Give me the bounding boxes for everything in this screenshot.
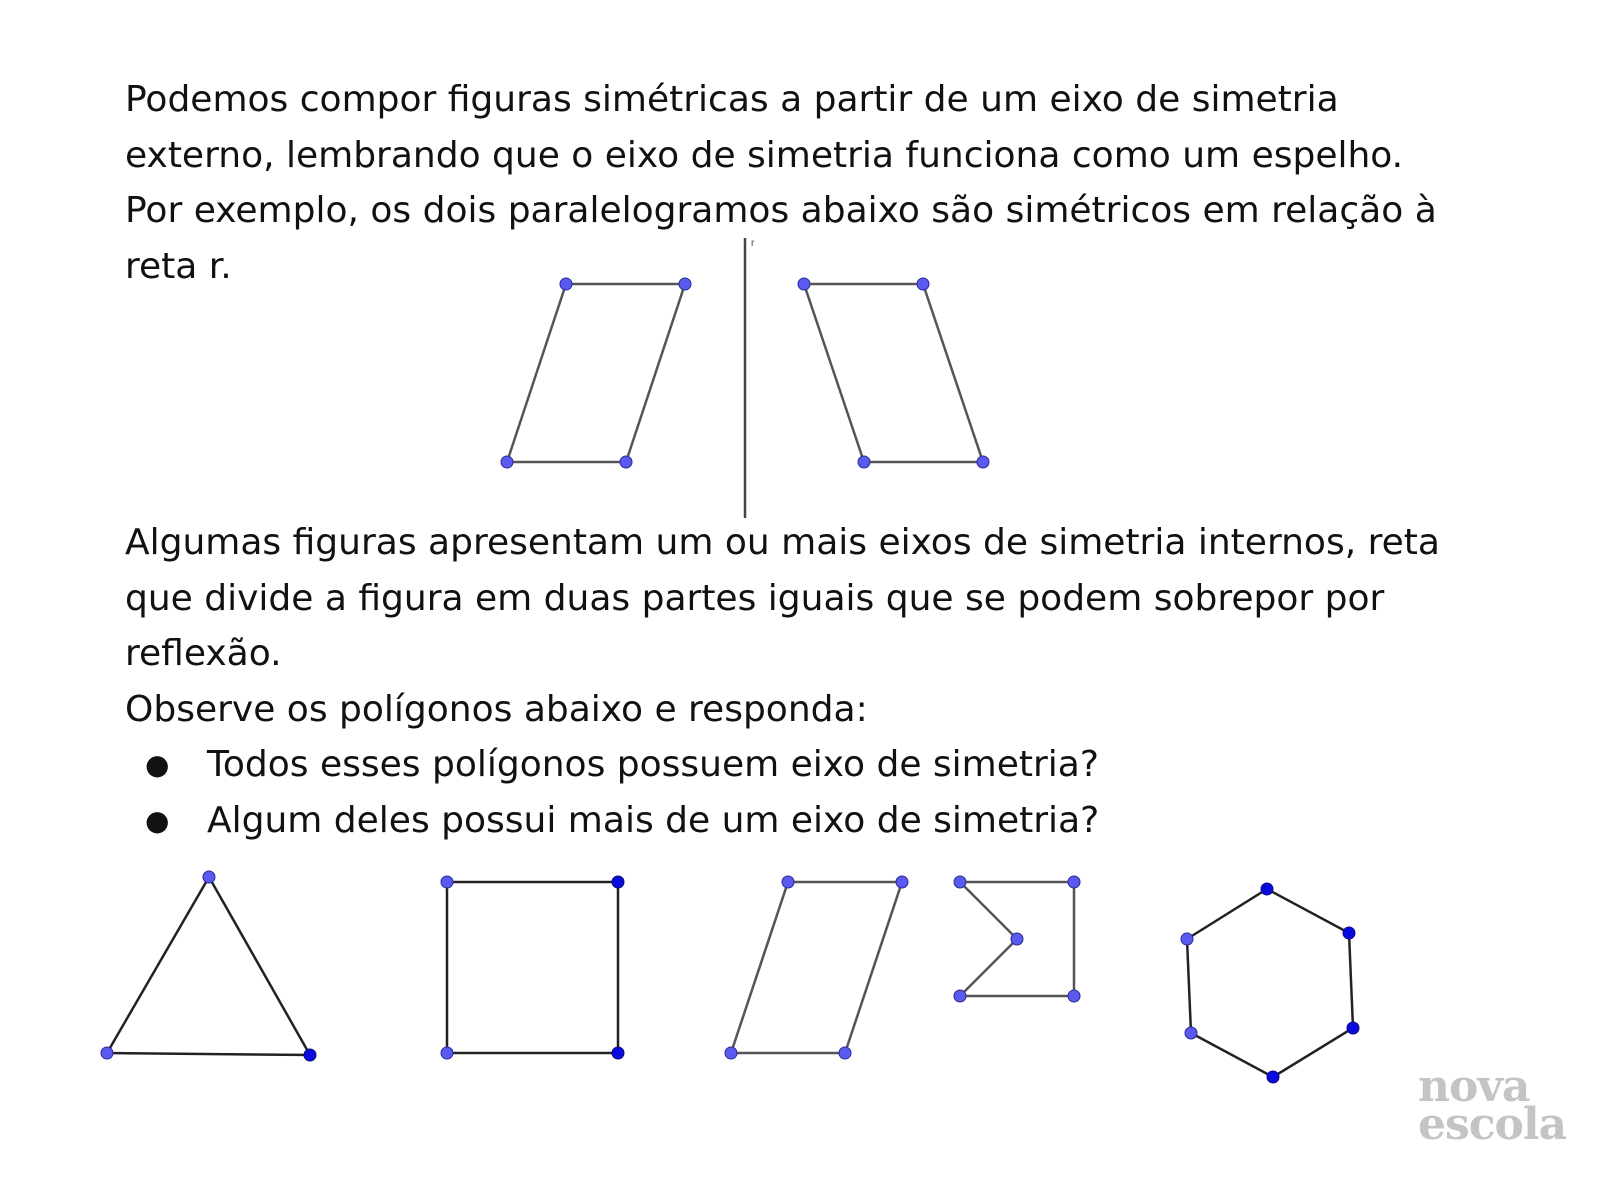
vertex-point (1068, 876, 1080, 888)
vertex-point (1343, 927, 1355, 939)
internal-line: Algumas figuras apresentam um ou mais eixos de simetria internos, reta (125, 522, 1440, 563)
internal-line: Observe os polígonos abaixo e responda: (125, 688, 868, 730)
vertex-point (441, 876, 453, 888)
vertex-point (954, 990, 966, 1002)
internal-line: reflexão. (125, 633, 282, 674)
vertex-point (858, 456, 870, 468)
vertex-point (1185, 1027, 1197, 1039)
polygons-row (101, 871, 1359, 1083)
questions-list (125, 737, 1099, 848)
vertex-point (1011, 933, 1023, 945)
axis-label-r: r (751, 238, 755, 249)
vertex-point (798, 278, 810, 290)
vertex-point (203, 871, 215, 883)
internal-symmetry-paragraph (125, 515, 1440, 737)
vertex-point (304, 1049, 316, 1061)
vertex-point (954, 876, 966, 888)
vertex-point (612, 876, 624, 888)
vertex-point (1181, 933, 1193, 945)
hexagon-polygon (1181, 883, 1359, 1083)
question-text: Todos esses polígonos possuem eixo de simetria? (207, 744, 1099, 785)
vertex-point (501, 456, 513, 468)
internal-line: que divide a figura em duas partes iguais que se podem sobrepor por (125, 577, 1385, 619)
sigma-polygon (954, 876, 1080, 1002)
square-outline (447, 882, 618, 1053)
intro-line: Podemos compor figuras simétricas a partir de um eixo de simetria (125, 79, 1339, 120)
question-item (125, 793, 1099, 849)
vertex-point (612, 1047, 624, 1059)
intro-line: Por exemplo, os dois paralelogramos abaixo são simétricos em relação à (125, 190, 1437, 231)
vertex-point (1347, 1022, 1359, 1034)
vertex-point (725, 1047, 737, 1059)
vertex-point (839, 1047, 851, 1059)
vertex-point (1068, 990, 1080, 1002)
vertex-point (1261, 883, 1273, 895)
vertex-point (917, 278, 929, 290)
vertex-point (560, 278, 572, 290)
right-parallelogram (798, 278, 989, 468)
triangle-outline (107, 877, 310, 1055)
right-parallelogram-outline (804, 284, 983, 462)
parallelogram-outline (731, 882, 902, 1053)
bullet-icon: ● (145, 803, 170, 837)
nova-escola-logo (1418, 1061, 1567, 1150)
vertex-point (977, 456, 989, 468)
triangle-polygon (101, 871, 316, 1061)
logo-line-1: nova (1418, 1061, 1530, 1112)
vertex-point (782, 876, 794, 888)
vertex-point (679, 278, 691, 290)
vertex-point (441, 1047, 453, 1059)
hexagon-outline (1187, 889, 1353, 1077)
intro-line: reta r. (125, 245, 232, 287)
vertex-point (1267, 1071, 1279, 1083)
reflection-figure (501, 238, 989, 518)
intro-line: externo, lembrando que o eixo de simetria funciona como um espelho. (125, 134, 1404, 176)
left-parallelogram (501, 278, 691, 468)
vertex-point (896, 876, 908, 888)
question-text: Algum deles possui mais de um eixo de simetria? (207, 799, 1100, 841)
left-parallelogram-outline (507, 284, 685, 462)
vertex-point (620, 456, 632, 468)
vertex-point (101, 1047, 113, 1059)
question-item (125, 737, 1099, 793)
logo-line-2: escola (1418, 1099, 1567, 1150)
parallelogram-polygon (725, 876, 908, 1059)
square-polygon (441, 876, 624, 1059)
bullet-icon: ● (145, 748, 170, 781)
